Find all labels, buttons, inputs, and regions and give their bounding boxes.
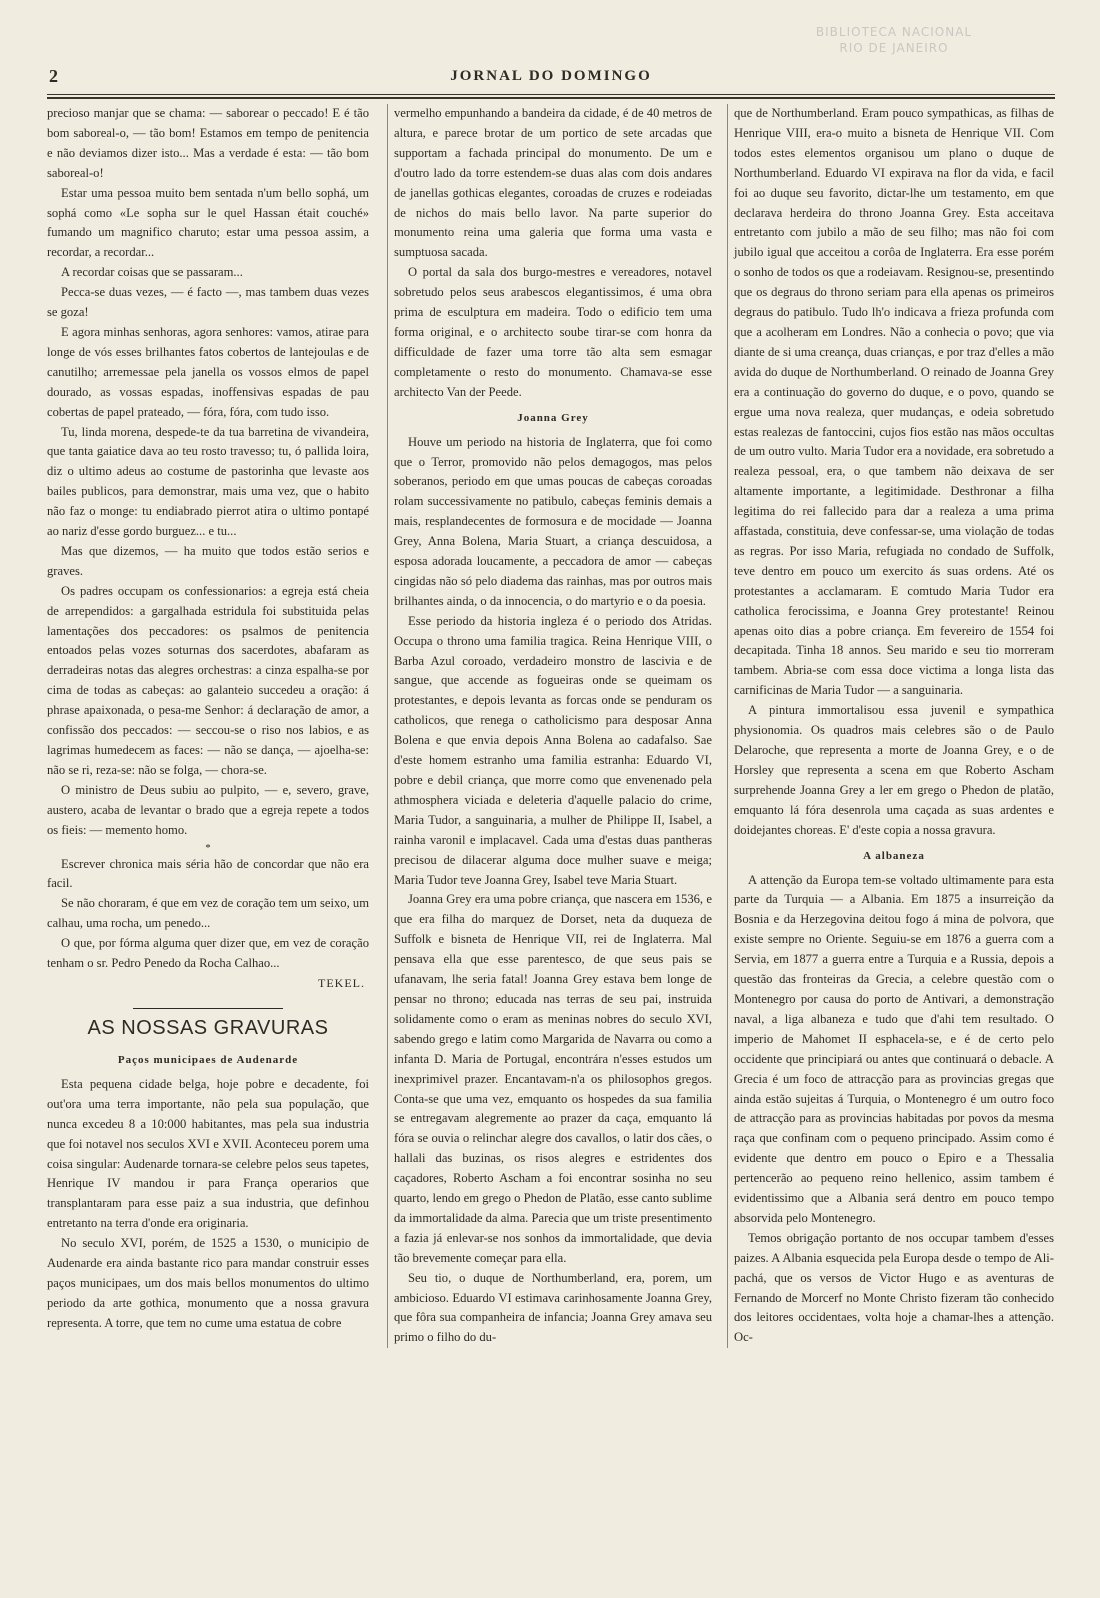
paragraph: Os padres occupam os confessionarios: a egreja está cheia de arrependidos: a gargalhada estridula foi substituida pelas lamentações dos peccadores: os psalmos de penitencia entoados pelas vozes soturnas dos sacerdotes, abafaram as derradeiras notas das alegres orchestras: a cinza espalha-se por cima de todas as cabeças: ao galanteio succedeu a oração: á phrase apaixonada, o pesa-me Senhor: á declaração de amor, a confissão dos peccados: — seccou-se o riso nos labios, e as lagrimas humedecem as faces: — não se dança, — ajoelha-se: não se ri, reza-se: não se folga, — chora-se. — [47, 583, 369, 777]
paragraph: Escrever chronica mais séria hão de concordar que não era facil. — [47, 856, 369, 891]
author-signature: TEKEL. — [318, 975, 365, 990]
paragraph: A pintura immortalisou essa juvenil e sympathica physionomia. Os quadros mais celebres são o de Paulo Delaroche, que representa a morte de Joanna Grey, e o de Horsley que representa a scena em que Roberto Ascham surprehende Joanna Grey a ler em grego o Phedon de platão, emquanto lá fóra desenrola uma caçada as suas ardentes e doidejantes choreas. E' d'este copia a nossa gravura. — [734, 703, 1054, 837]
paragraph: O que, por fórma alguma quer dizer que, em vez de coração tenham o sr. Pedro Penedo da Rocha Calhao... — [47, 936, 369, 971]
article-subheading: Joanna Grey — [517, 411, 589, 424]
section-break: * — [205, 841, 211, 854]
column-1 — [47, 104, 369, 1334]
stamp-line-1: BIBLIOTECA NACIONAL — [815, 25, 973, 39]
header-rule-thick — [47, 97, 1055, 99]
stamp-line-2: RIO DE JANEIRO — [839, 41, 949, 55]
paragraph: No seculo XVI, porém, de 1525 a 1530, o municipio de Audenarde era ainda bastante rico para mandar construir esses paços municipaes, um dos mais bellos monumentos do ultimo periodo da arte gothica, monumento que a nossa gravura representa. A torre, que tem no cume uma estatua de cobre — [47, 1236, 369, 1330]
paragraph: O ministro de Deus subiu ao pulpito, — e, severo, grave, austero, acaba de levantar o brado que a egreja repete a todos os fieis: — memento homo. — [47, 782, 369, 837]
paragraph: Pecca-se duas vezes, — é facto —, mas tambem duas vezes se goza! — [47, 285, 369, 320]
article-subheading: A albaneza — [863, 849, 925, 862]
paragraph: Seu tio, o duque de Northumberland, era, porem, um ambicioso. Eduardo VI estimava carinhosamente Joanna Grey, que fôra sua companheira de infancia; Joanna Grey amava seu primo o filho do du- — [394, 1270, 712, 1345]
header-rule — [47, 94, 1055, 95]
library-stamp — [774, 24, 1014, 56]
paragraph: vermelho empunhando a bandeira da cidade, é de 40 metros de altura, e parece brotar de um portico de sete arcadas que supportam a fachada principal do monumento. De um e d'outro lado da torre estendem-se duas alas com dois andares de janellas gothicas elegantes, coroadas de cruzes e rodeiadas de nichos do mais bello lavor. Na parte superior do monumento reina uma galeria que forma uma vasta e sumptuosa sacada. — [394, 106, 712, 260]
paragraph: E agora minhas senhoras, agora senhores: vamos, atirae para longe de vós esses brilhantes fatos cobertos de lantejoulas e de canutilho; arremessae pela janella os vossos elmos de papel dourado, as vossas espadas, inoffensivas espadas de pau cobertas de papel prateado, — fóra, fóra, com tudo isso. — [47, 324, 369, 419]
paragraph: Tu, linda morena, despede-te da tua barretina de vivandeira, que tanta gaiatice dava ao teu rosto travesso; tu, ó pallida loira, diz o ultimo adeus ao costume de pastorinha que levaste aos bailes publicos, para demonstrar, mais uma vez, que o habito não faz o monge: tu endiabrado pierrot atira o ultimo pontapé ao nariz d'esse gordo burguez... e tu... — [47, 424, 369, 539]
paragraph: Esta pequena cidade belga, hoje pobre e decadente, foi out'ora uma terra importante, não pela sua população, que nunca excedeu 8 a 10:000 habitantes, mas pela sua industria que foi notavel nos seculos XVI e XVII. Aconteceu porem uma coisa singular: Audenarde tornara-se celebre pelos seus tapetes, Henrique IV mandou ir para França operarios que transplantaram para esse paiz a sua industria, que definhou entretanto na terra d'onde era originaria. — [47, 1076, 369, 1231]
paragraph: Joanna Grey era uma pobre criança, que nascera em 1536, e que era filha do marquez de Dorset, neta da duqueza de Suffolk e bisneta de Henrique VII, rei de Inglaterra. Mal pensava ella que esse parentesco, de que seus pais se ufanavam, lhe seria fatal! Joanna Grey estava bem longe de pensar no throno; educada nas terras de seu pai, instruida solidamente como o eram as meninas nobres do seculo XVI, sabendo grego e latim como Margarida de Navarra ou como a infanta D. Maria de Portugal, encontrára n'esses estudos um inexprimivel prazer. Encantavam-n'a os philosophos gregos. Conta-se que uma vez, emquanto os hospedes da sua familia se entregavam alegremente ao prazer da caça, emquanto lá fóra se ouvia o relinchar alegre dos cavallos, o latir dos cães, o hallali das buzinas, os risos alegres e estridentes dos caçadores, Roberto Ascham a foi encontrar sosinha no seu quarto, lendo em grego o Phedon de Platão, esse canto sublime da immortalidade da alma. Parecia que um triste presentimento a fazia já enlevar-se nos sonhos da immortalidade, que devia tão brevemente começar para ella. — [394, 892, 712, 1265]
paragraph: Mas que dizemos, — ha muito que todos estão serios e graves. — [47, 543, 369, 578]
paragraph: A recordar coisas que se passaram... — [61, 265, 243, 280]
journal-title: JORNAL DO DOMINGO — [450, 68, 652, 84]
section-divider — [133, 1008, 283, 1009]
column-3 — [727, 104, 1054, 1348]
paragraph: O portal da sala dos burgo-mestres e vereadores, notavel sobretudo pelos seus arabescos elegantissimos, é uma obra prima de esculptura em madeira. Todo o edificio tem uma forma original, e o architecto soube tirar-se com honra da difficuldade de fazer uma torre tão alta sem esmagar completamente o resto do monumento. Chamava-se esse architecto Van der Peede. — [394, 265, 712, 399]
section-heading: AS NOSSAS GRAVURAS — [87, 1016, 329, 1039]
paragraph: Houve um periodo na historia de Inglaterra, que foi como que o Terror, promovido não pelos demagogos, mas pelos soberanos, periodo em que umas poucas de cabeças coroadas rolam successivamente no patibulo, cabeças feminis demais a mais, resplandecentes de formosura e de mocidade — Joanna Grey, Anna Bolena, Maria Stuart, a criança descuidosa, a esposa adorada loucamente, a peccadora de amor — cabeças cingidas não só pelo diadema das rainhas, mas por outros mais brilhantes ainda, o da innocencia, o do martyrio e o da poesia. — [394, 434, 712, 608]
paragraph: Esse periodo da historia ingleza é o periodo dos Atridas. Occupa o throno uma familia tragica. Reina Henrique VIII, o Barba Azul coroado, verdadeiro monstro de lascivia e de sangue, que accende as fogueiras onde se queimam os protestantes, e depois levanta as forcas onde se penduram os catholicos, que renega o catholicismo para desposar Anna Bolena e que envia depois Anna Bolena ao cadafalso. Sae d'este homem estranho uma familia estranha: Eduardo VI, pobre e debil criança, que morre como que envenenado pela athmosphera viciada e deleteria d'aquelle palacio do crime, Maria Tudor, a sanguinaria, a mulher de Philippe II, Isabel, a rainha varonil e implacavel. Cada uma d'estas duas pantheras precisou de dilacerar alguma doce mulher suave e meiga; Maria Tudor teve Joanna Grey, Isabel teve Maria Stuart. — [394, 613, 712, 887]
paragraph: Estar uma pessoa muito bem sentada n'um bello sophá, um sophá como «Le sopha sur le quel Hassan était couché» fumando um magnifico charuto; estar uma pessoa assim, a recordar, a recordar... — [47, 185, 369, 260]
page-header — [47, 66, 1055, 94]
paragraph: Se não choraram, é que em vez de coração tem um seixo, um calhau, uma rocha, um penedo... — [47, 896, 369, 931]
paragraph: A attenção da Europa tem-se voltado ultimamente para esta parte da Turquia — a Albania. Em 1875 a insurreição da Bosnia e da Herzegovina deitou fogo á mina de polvora, que existe sempre no Oriente. Seguiu-se em 1876 a guerra com a Servia, em 1877 a guerra entre a Turquia e a Russia, depois a questão das fronteiras da Grecia, a celebre questão com o Montenegro por causa do porto de Antivari, a demonstração naval, a liga albaneza e tudo que d'ahi tem resultado. O imperio de Mahomet II esphacela-se, e é de certo pelo occidente que principiará ou antes que continuará o debacle. A Grecia é um foco de attracção para as provincias gregas que ainda estão sujeitas á Turquia, o Montenegro é um outro foco de attracção para as provincias habitadas por povos da mesma raça que confinam com o pequeno principado. Assim como é evidente que dentro em pouco o Epiro e a Thessalia pertencerão ao pequeno reino hellenico, assim tambem é evidentissimo que a Albania será dentro em pouco tempo absorvida pelo Montenegro. — [734, 872, 1054, 1225]
paragraph: que de Northumberland. Eram pouco sympathicas, as filhas de Henrique VIII, era-o muito a bisneta de Henrique VII. Com todos estes elementos organisou um plano o duque de Northumberland. Eduardo VI expirava na flor da vida, e facil foi ao duque seu favorito, dictar-lhe um testamento, em que declarava herdeira do throno Joanna Grey. Esta acceitava entretanto com jubilo a mão de seu filho; mas não foi com jubilo igual que acceitou a corôa de Inglaterra. Era esse porém o sonho de todos os que a rodeiavam. Resignou-se, presentindo que os degraus do throno seriam para ella apenas os primeiros degraus do patibulo. Tudo lh'o indicava a frieza profunda com que a acolheram em Londres. Não a conhecia o povo; que via diante de si uma creança, duas crianças, e por traz d'elles a mão avida do duque de Northumberland. O reinado de Joanna Grey era a continuação do governo do duque, e o povo, quando se ergue uma nova realeza, quer mudanças, e odeia sobretudo estas realezas de fantoccini, cujos fios estão nas mãos occultas de um outro vulto. Maria Tudor era a novidade, era sobretudo a realeza pessoal, era, o que tambem não deixava de ser altamente importante, a legitimidade. Desthronar a filha legitima do rei fallecido para dar a realeza a uma prima affastada, constituia, deve confessar-se, uma violação de todas as regras. Por isso Maria, refugiada no condado de Suffolk, teve dentro em pouco um exercito ás suas ordens. Até os protestantes a acclamaram. E comtudo Maria Tudor era catholica ferocissima, e Joanna Grey protestante! Reinou apenas oito dias a pobre criança. Em fevereiro de 1554 foi decapitada. Tinha 18 annos. Seu marido e seu tio morreram tambem. Abria-se com essa doce victima a longa lista das carnificinas de Maria Tudor — a sanguinaria. — [734, 106, 1054, 698]
page-number: 2 — [49, 66, 58, 86]
article-subheading: Paços municipaes de Audenarde — [117, 1053, 299, 1066]
paragraph: Temos obrigação portanto de nos occupar tambem d'esses paizes. A Albania esquecida pela Europa desde o tempo de Ali-pachá, que os versos de Victor Hugo e as aventuras de Fernando de Morcerf no Monte Christo fizeram tão conhecido dos leitores occidentaes, volta hoje a chamar-lhes a attenção. Oc- — [734, 1230, 1054, 1345]
column-2 — [387, 104, 712, 1348]
paragraph: precioso manjar que se chama: — saborear o peccado! E é tão bom saboreal-o, — tão bom! Estamos em tempo de penitencia e não deviamos dizer isto... Mas a verdade é esta: — tão bom saboreal-o! — [47, 106, 369, 180]
